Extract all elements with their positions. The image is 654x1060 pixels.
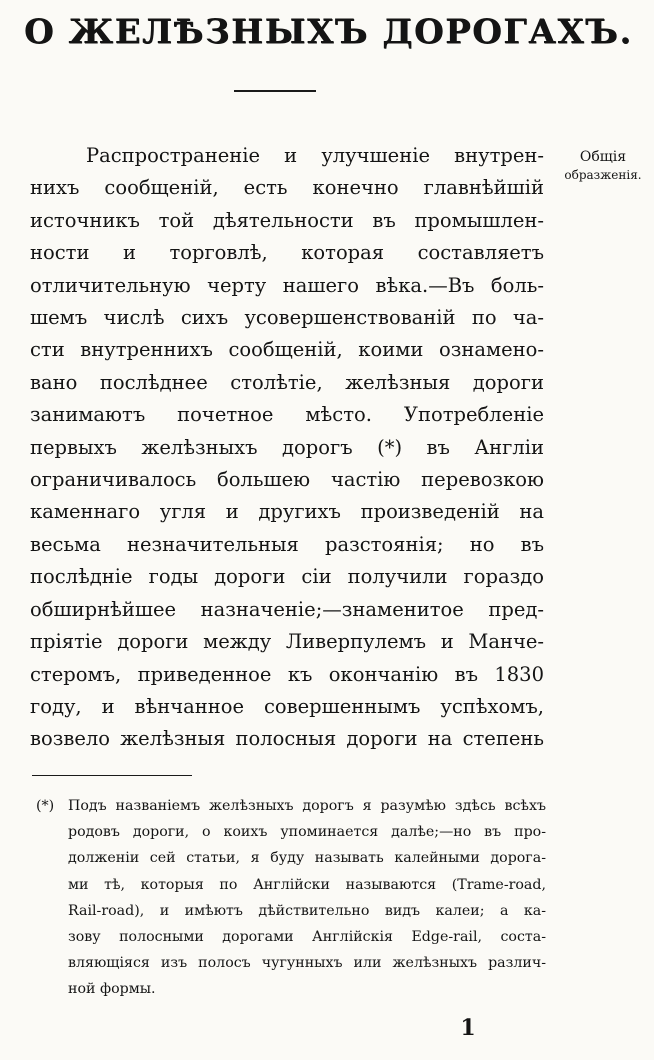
margin-note <box>560 148 646 184</box>
margin-note-line: образженія. <box>564 168 642 182</box>
text-line: обширнѣйшее назначеніе;—знаменитое пред- <box>30 597 544 621</box>
text-line: весьма незначительныя разстоянія; но въ <box>30 532 544 556</box>
title-divider <box>234 90 316 92</box>
footnote-line: Подъ названіемъ желѣзныхъ дорогъ я разумѣю здѣсь всѣхъ <box>68 798 546 814</box>
text-line: ограничивалось большею частію перевозкою <box>30 468 544 492</box>
footnote-mark: (*) <box>36 798 55 814</box>
text-line: стеромъ, приведенное къ окончанію въ 1830 <box>30 662 544 686</box>
footnote-line: зову полосными дорогами Англійскія Edge-rail, соста- <box>68 929 546 946</box>
main-paragraph <box>30 140 544 756</box>
text-line: отличительную черту нашего вѣка.—Въ боль- <box>30 273 544 297</box>
text-line: послѣдніе годы дороги сіи получили гораздо <box>30 565 544 589</box>
footnote-line: ми тѣ, которыя по Англійски называются (Trame-road, <box>68 876 546 893</box>
margin-note-line: Общія <box>579 149 627 165</box>
text-line: каменнаго угля и другихъ произведеній на <box>30 500 544 524</box>
footnote-line: долженіи сей статьи, я буду называть калейными дорога- <box>68 850 546 867</box>
footnote-divider <box>32 775 192 776</box>
text-line: нихъ сообщеній, есть конечно главнѣйшій <box>30 176 544 200</box>
footnote-line: Rail-road), и имѣютъ дѣйствительно видъ калеи; а ка- <box>68 902 546 919</box>
text-line: шемъ числѣ сихъ усовершенствованій по ча- <box>30 306 544 330</box>
footnote <box>36 793 546 1003</box>
text-line: пріятіе дороги между Ливерпулемъ и Манче- <box>30 630 544 654</box>
text-line: сти внутреннихъ сообщеній, коими ознамено- <box>30 338 544 362</box>
page-number: 1 <box>460 1015 476 1041</box>
text-line: занимаютъ почетное мѣсто. Употребленіе <box>30 403 544 427</box>
text-line: году, и вѣнчанное совершеннымъ успѣхомъ, <box>30 694 544 718</box>
page-title: О ЖЕЛѢЗНЫХЪ ДОРОГАХЪ. <box>24 12 633 52</box>
text-line: вано послѣднее столѣтіе, желѣзныя дороги <box>30 370 544 394</box>
footnote-line: ной формы. <box>68 981 156 998</box>
footnote-line: родовъ дороги, о коихъ упоминается далѣе;—но въ про- <box>68 824 546 841</box>
text-line: первыхъ желѣзныхъ дорогъ (*) въ Англіи <box>30 435 544 459</box>
text-line: Распространеніе и улучшеніе внутрен- <box>86 144 544 167</box>
text-line: возвело желѣзныя полосныя дороги на степень <box>30 727 544 751</box>
text-line: ности и торговлѣ, которая составляетъ <box>30 241 544 265</box>
text-line: источникъ той дѣятельности въ промышлен- <box>30 208 544 232</box>
footnote-line: вляющіяся изъ полосъ чугунныхъ или желѣзныхъ различ- <box>68 955 546 972</box>
